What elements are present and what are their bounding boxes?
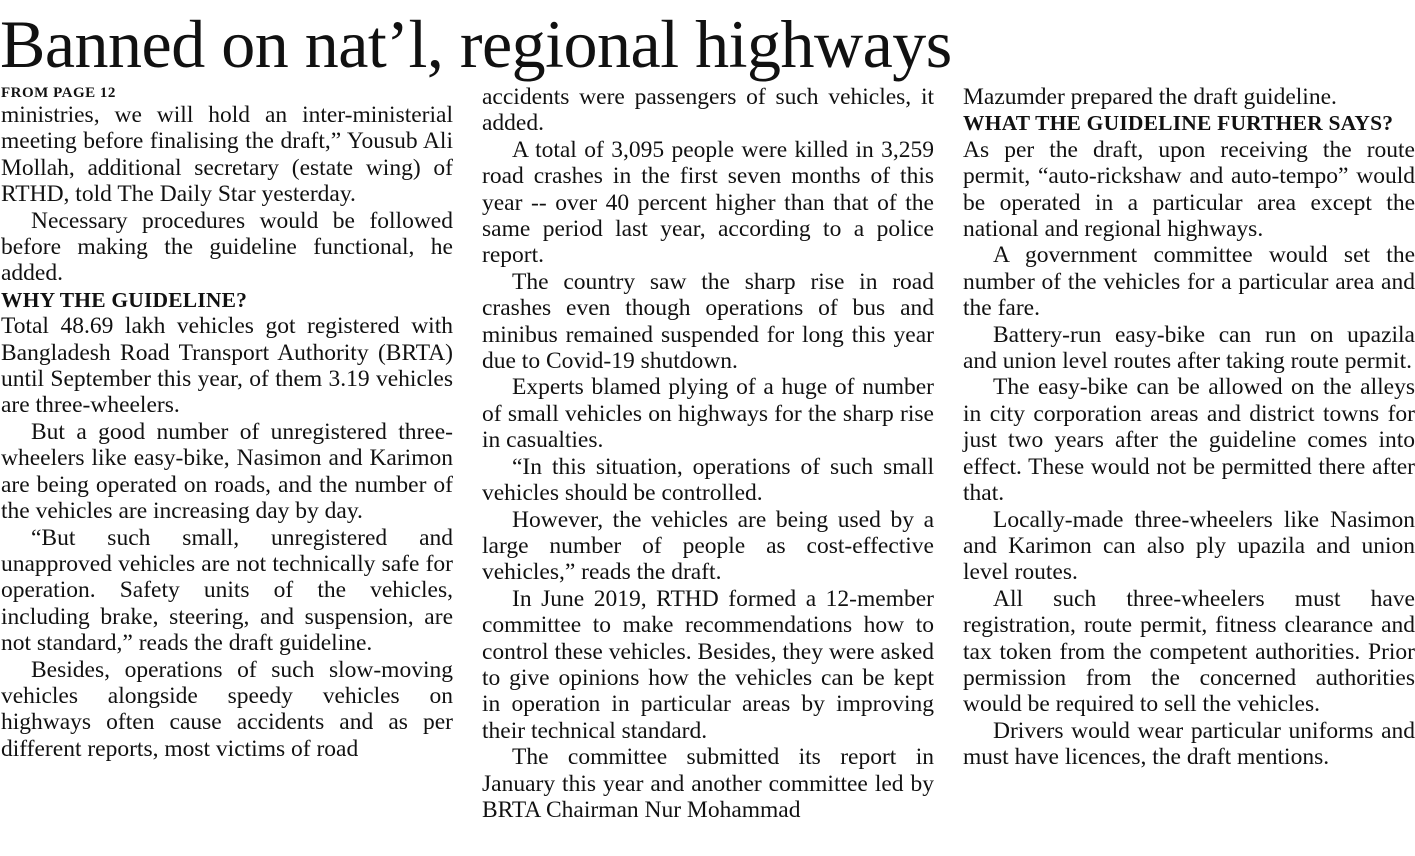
column-2 [482, 84, 934, 823]
article-paragraph: Locally-made three-wheelers like Nasimon and Karimon can also ply upazila and union level routes. [963, 506, 1415, 586]
article-paragraph: Besides, operations of such slow-moving vehicles alongside speedy vehicles on highways often cause accidents and as per different reports, most victims of road [1, 656, 453, 762]
section-subhead: WHY THE GUIDELINE? [1, 287, 248, 312]
article-paragraph: As per the draft, upon receiving the route permit, “auto-rickshaw and auto-tempo” would be operated in a particular area except the national and regional highways. [963, 136, 1415, 243]
article-paragraph: “But such small, unregistered and unapproved vehicles are not technically safe for operation. Safety units of the vehicles, including brake, steering, and suspension, are not standard,” reads the draft guideline. [1, 524, 453, 657]
article-paragraph: Experts blamed plying of a huge of number of small vehicles on highways for the sharp rise in casualties. [482, 374, 934, 454]
article-paragraph: In June 2019, RTHD formed a 12-member committee to make recommendations how to control these vehicles. Besides, they were asked to give opinions how the vehicles can be kept in operation in particular areas by improving their technical standard. [482, 585, 934, 744]
article-paragraph: Total 48.69 lakh vehicles got registered with Bangladesh Road Transport Authority (BRTA) until September this year, of them 3.19 vehicles are three-wheelers. [1, 313, 453, 419]
article-paragraph: Battery-run easy-bike can run on upazila and union level routes after taking route permit. [963, 321, 1415, 375]
article-paragraph: All such three-wheelers must have registration, route permit, fitness clearance and tax token from the competent authorities. Prior permission from the concerned authorities would be required to sell the vehicles. [963, 585, 1415, 718]
article-paragraph: accidents were passengers of such vehicles, it added. [482, 84, 934, 137]
article-paragraph: Mazumder prepared the draft guideline. [963, 84, 1337, 110]
article-paragraph: The easy-bike can be allowed on the alleys in city corporation areas and district towns for just two years after the guideline comes into effect. These would not be permitted there after that. [963, 374, 1415, 507]
article-paragraph: A total of 3,095 people were killed in 3,259 road crashes in the first seven months of this year -- over 40 percent higher than that of the same period last year, according to a police report. [482, 136, 934, 269]
article-paragraph: The country saw the sharp rise in road crashes even though operations of bus and minibus remained suspended for long this year due to Covid-19 shutdown. [482, 268, 934, 375]
article-paragraph: A government committee would set the number of the vehicles for a particular area and the fare. [963, 242, 1415, 322]
column-3 [963, 84, 1415, 771]
article-paragraph: However, the vehicles are being used by a large number of people as cost-effective vehicles,” reads the draft. [482, 506, 934, 586]
column-1 [1, 84, 453, 762]
article-paragraph: ministries, we will hold an inter-ministerial meeting before finalising the draft,” Yousub Ali Mollah, additional secretary (estate wing) of RTHD, told The Daily Star yesterday. [1, 102, 453, 208]
headline: Banned on nat’l, regional highways [0, 6, 952, 82]
article-paragraph: “In this situation, operations of such small vehicles should be controlled. [482, 453, 934, 507]
section-subhead: WHAT THE GUIDELINE FURTHER SAYS? [963, 111, 1394, 136]
article-paragraph: The committee submitted its report in January this year and another committee led by BRTA Chairman Nur Mohammad [482, 744, 934, 823]
article-paragraph: But a good number of unregistered three-wheelers like easy-bike, Nasimon and Karimon are being operated on roads, and the number of the vehicles are increasing day by day. [1, 418, 453, 525]
article-paragraph: Drivers would wear particular uniforms and must have licences, the draft mentions. [963, 717, 1415, 771]
article-paragraph: Necessary procedures would be followed before making the guideline functional, he added. [1, 207, 453, 287]
jump-line: FROM PAGE 12 [1, 85, 116, 101]
